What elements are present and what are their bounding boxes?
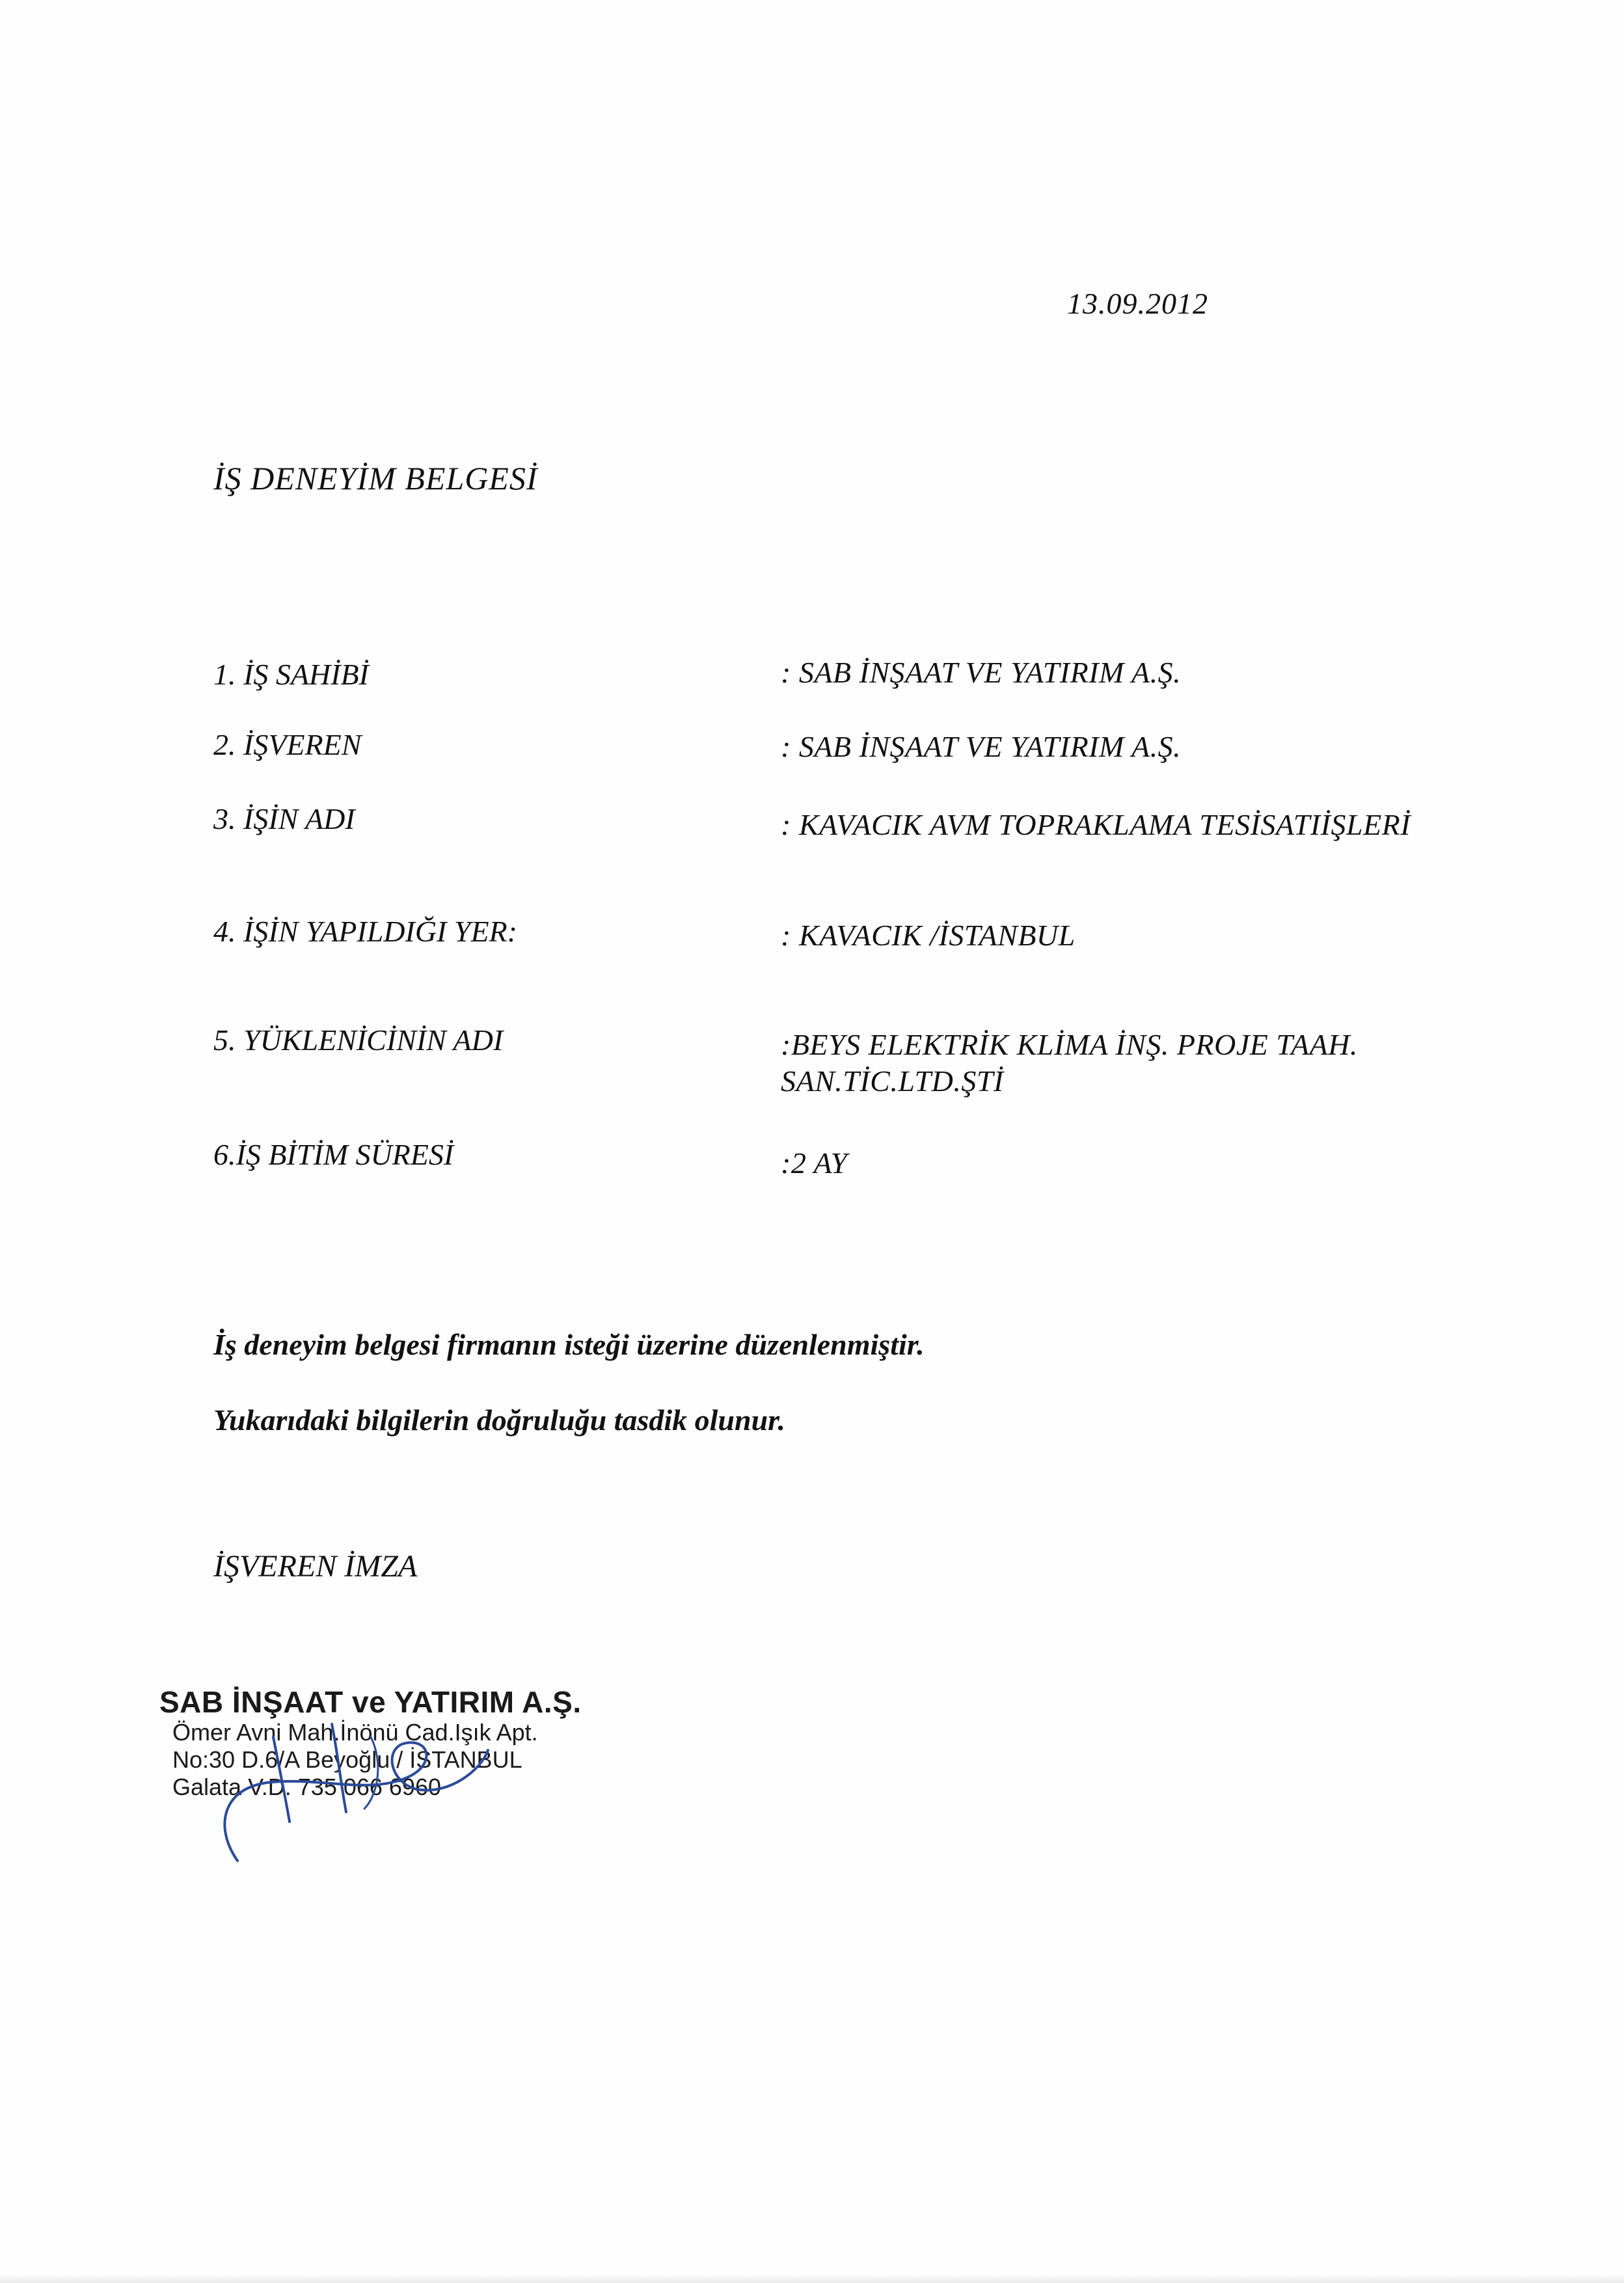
field-value-line: : SAB İNŞAAT VE YATIRIM A.Ş. <box>781 656 1182 689</box>
field-value-employer <box>781 729 1181 765</box>
field-value-contractor <box>781 1027 1358 1100</box>
field-label-contractor: 5. YÜKLENİCİNİN ADI <box>213 1023 504 1057</box>
field-label-owner: 1. İŞ SAHİBİ <box>213 658 369 691</box>
field-value-line: : KAVACIK /İSTANBUL <box>781 919 1076 952</box>
field-label-employer: 2. İŞVEREN <box>213 728 362 761</box>
note-certified-correct: Yukarıdaki bilgilerin doğruluğu tasdik olunur. <box>213 1403 786 1437</box>
stamp-address-line: Ömer Avni Mah.İnönü Cad.Işık Apt. <box>172 1719 538 1746</box>
stamp-tax-line: Galata V.D. 735 066 6960 <box>172 1774 441 1800</box>
scan-edge-shadow <box>0 2274 1624 2283</box>
field-value-line: : KAVACIK AVM TOPRAKLAMA TESİSATIİŞLERİ <box>781 808 1411 841</box>
field-value-job-name <box>781 807 1411 843</box>
stamp-address-line: No:30 D.6/A Beyoğlu / İSTANBUL <box>172 1746 522 1773</box>
field-value-duration <box>781 1145 848 1182</box>
field-value-line: :2 AY <box>781 1146 848 1180</box>
field-value-line: : SAB İNŞAAT VE YATIRIM A.Ş. <box>781 730 1182 763</box>
field-label-job-name: 3. İŞİN ADI <box>213 802 355 835</box>
field-label-location: 4. İŞİN YAPILDIĞI YER: <box>213 915 517 948</box>
field-label-duration: 6.İŞ BİTİM SÜRESİ <box>213 1138 454 1171</box>
note-issued-upon-request: İş deneyim belgesi firmanın isteği üzerine düzenlenmiştir. <box>213 1328 925 1361</box>
field-value-owner <box>781 655 1181 691</box>
stamp-company-name: SAB İNŞAAT ve YATIRIM A.Ş. <box>159 1685 582 1719</box>
field-value-line: SAN.TİC.LTD.ŞTİ <box>781 1064 1004 1098</box>
field-value-location <box>781 917 1076 954</box>
signature-label: İŞVEREN İMZA <box>213 1549 418 1584</box>
field-value-line: :BEYS ELEKTRİK KLİMA İNŞ. PROJE TAAH. <box>781 1028 1358 1061</box>
document-date: 13.09.2012 <box>1067 287 1208 320</box>
company-stamp <box>159 1685 582 1801</box>
document-title: İŞ DENEYİM BELGESİ <box>213 460 538 496</box>
